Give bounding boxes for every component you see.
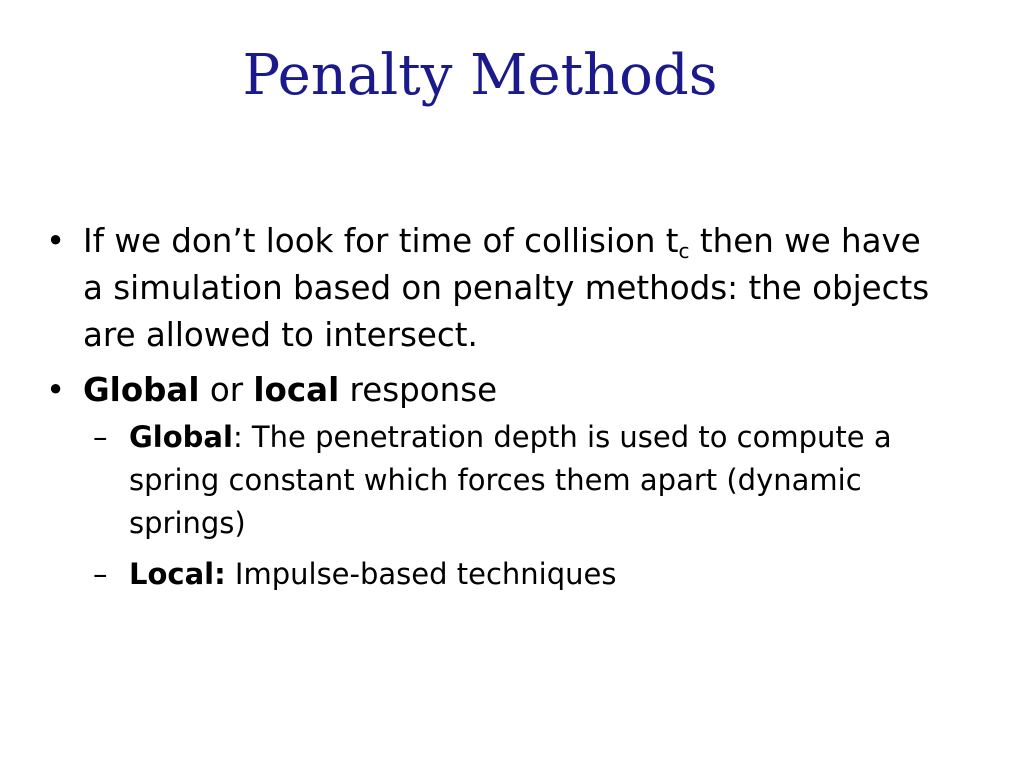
bold-local-label: Local: [129,557,226,591]
sub-bullet-local [83,553,946,596]
bullet-collision-time [46,218,946,359]
bullet-marker: • [46,371,66,409]
bullet-text-before: If we don’t look for time of collision t [83,222,679,260]
slide-content [46,218,946,596]
sub-bullet-global [83,416,946,545]
bullet-text-response: response [339,371,498,409]
bullet-marker: • [46,222,66,260]
bold-local: local [253,371,340,409]
bullet-text-or: or [199,371,254,409]
sub-bullet-marker: – [93,420,108,454]
subscript-c: c [678,239,690,263]
sub-bullet-marker: – [93,557,108,591]
slide-title: Penalty Methods [242,43,718,108]
bullet-text-after: then we have a simulation based on penalty methods: the objects are allowed to intersect. [83,222,930,354]
bullet-global-local [46,367,946,414]
sub-bullet-global-text: : The penetration depth is used to compute a spring constant which forces them apart (dynamic springs) [129,420,892,540]
sub-bullet-local-text: Impulse-based techniques [225,557,617,591]
bold-global-label: Global [129,420,233,454]
bold-global: Global [83,371,200,409]
